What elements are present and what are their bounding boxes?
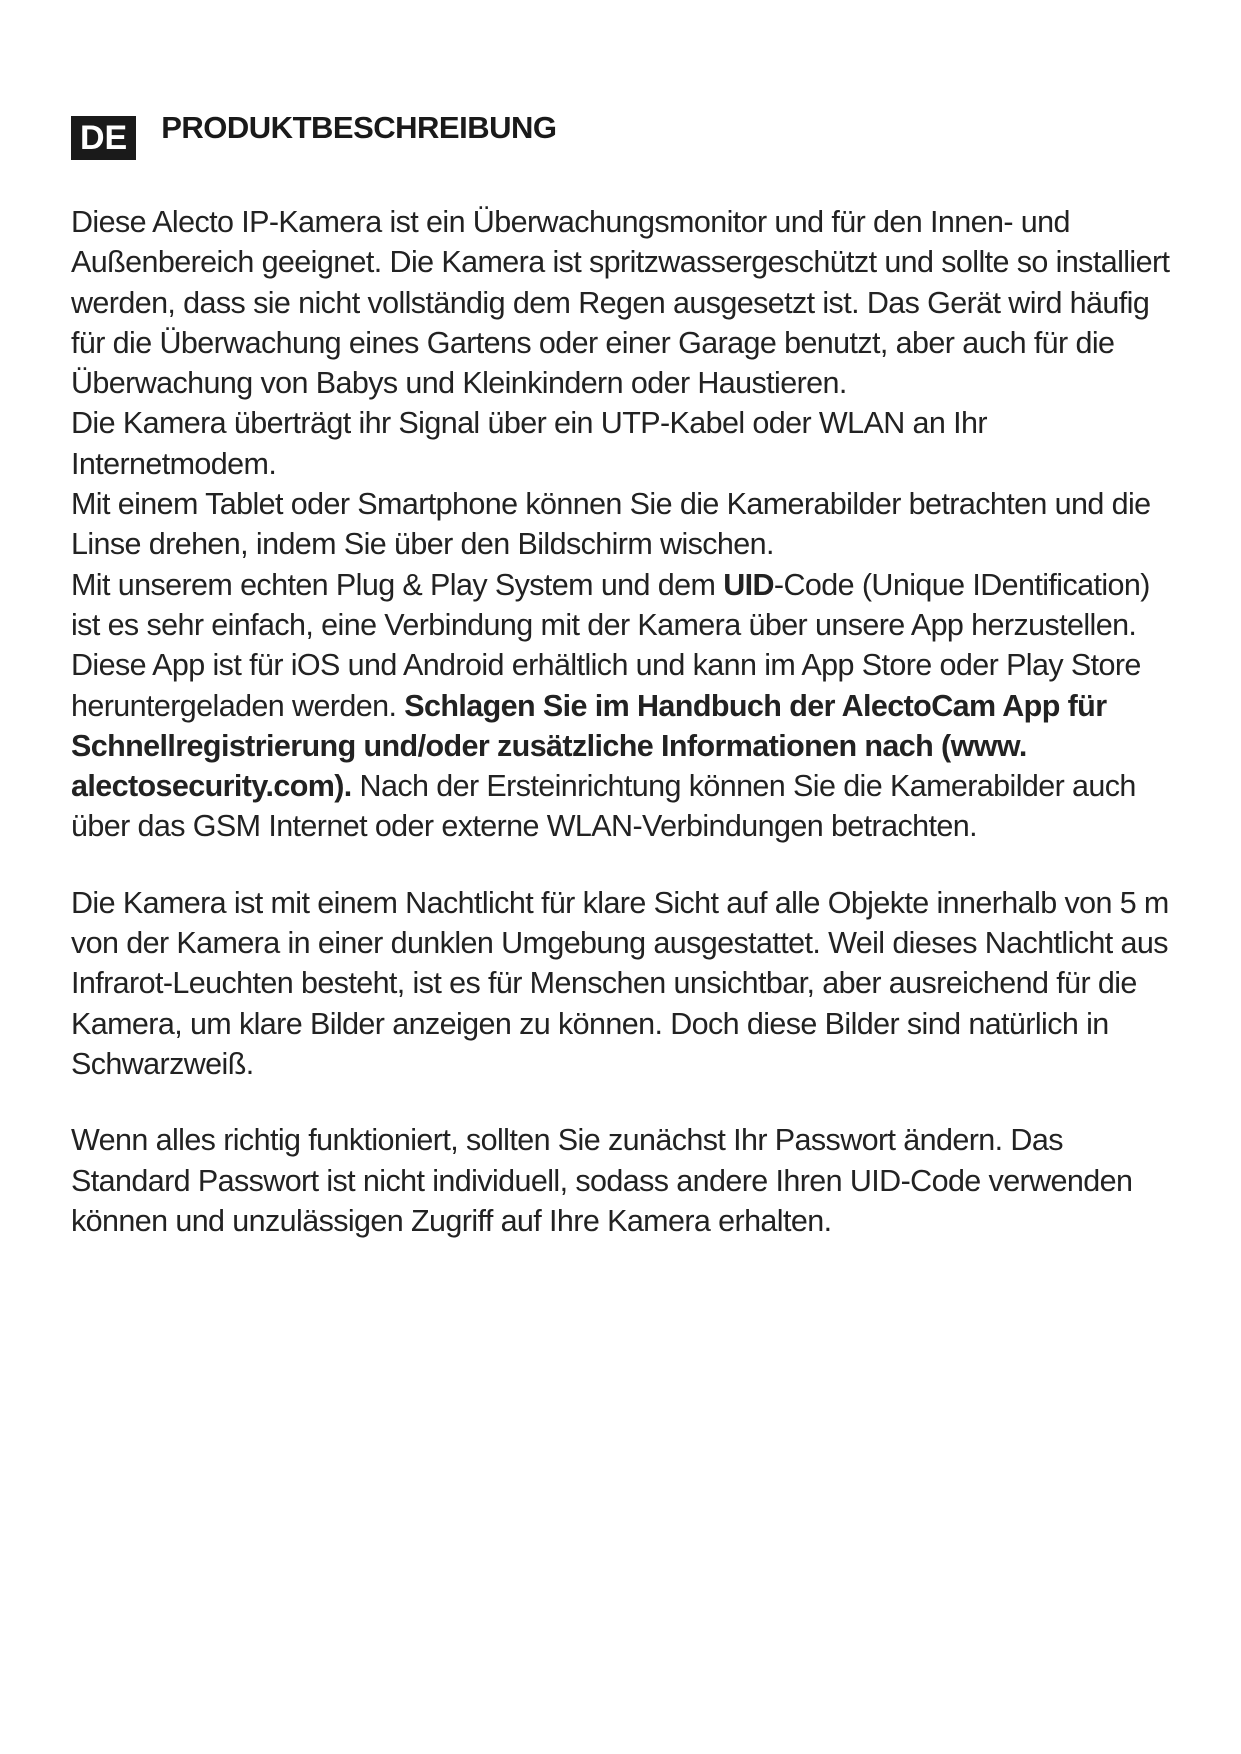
plug-play-text-3: Nach der Ersteinrichtung können Sie die Kamerabilder auch über das GSM Internet oder externe WLAN-Verbindungen betrachten. [71,769,1136,844]
paragraph-gap [71,847,1181,883]
paragraph-night-light: Die Kamera ist mit einem Nachtlicht für klare Sicht auf alle Objekte innerhalb von 5 m von der Kamera in einer dunklen Umgebung ausgestattet. Weil dieses Nachtlicht aus Infrarot-Leuchten besteht, ist es für Menschen unsichtbar, aber ausreichend für die Kamera, um klare Bilder anzeigen zu können. Doch diese Bilder sind natürlich in Schwarzweiß. [71,885,1169,1081]
plug-play-text-2: -Code (Unique IDentification) ist es sehr einfach, eine Verbindung mit der Kamera über unsere App herzustellen. Diese App ist für iOS und Android erhältlich und kann im App Store oder Play Store heruntergeladen werden. [71,567,1150,723]
language-badge: DE [71,116,136,160]
paragraph-password: Wenn alles richtig funktioniert, sollten Sie zunächst Ihr Passwort ändern. Das Standard Passwort ist nicht individuell, sodass andere Ihren UID-Code verwenden können und unzulässigen Zugriff auf Ihre Kamera erhalten. [71,1123,1133,1238]
paragraph-intro: Diese Alecto IP-Kamera ist ein Überwachungsmonitor und für den Innen- und Außenbereich geeignet. Die Kamera ist spritzwassergeschützt und sollte so installiert werden, dass sie nicht vollständig dem Regen ausgesetzt ist. Das Gerät wird häufig für die Überwachung eines Gartens oder einer Garage benutzt, aber auch für die Überwachung von Babys und Kleinkindern oder Haustieren. [71,205,1170,401]
paragraph-tablet: Mit einem Tablet oder Smartphone können Sie die Kamerabilder betrachten und die Linse drehen, indem Sie über den Bildschirm wischen. [71,487,1151,562]
section-title: PRODUKTBESCHREIBUNG [161,110,557,145]
description-body [71,202,1181,1241]
paragraph-signal: Die Kamera überträgt ihr Signal über ein UTP-Kabel oder WLAN an Ihr Internetmodem. [71,406,987,481]
paragraph-gap [71,1084,1181,1120]
section-header [71,108,1181,162]
paragraph-plug-and-play [71,565,1181,847]
uid-bold: UID [723,567,774,602]
plug-play-text-1: Mit unserem echten Plug & Play System und dem [71,567,724,602]
manual-instruction-bold: Schlagen Sie im Handbuch der AlectoCam App für Schnellregistrierung und/oder zusätzliche Informationen nach (www. alectosecurity.com). [71,688,1107,804]
document-page [71,108,1181,1241]
